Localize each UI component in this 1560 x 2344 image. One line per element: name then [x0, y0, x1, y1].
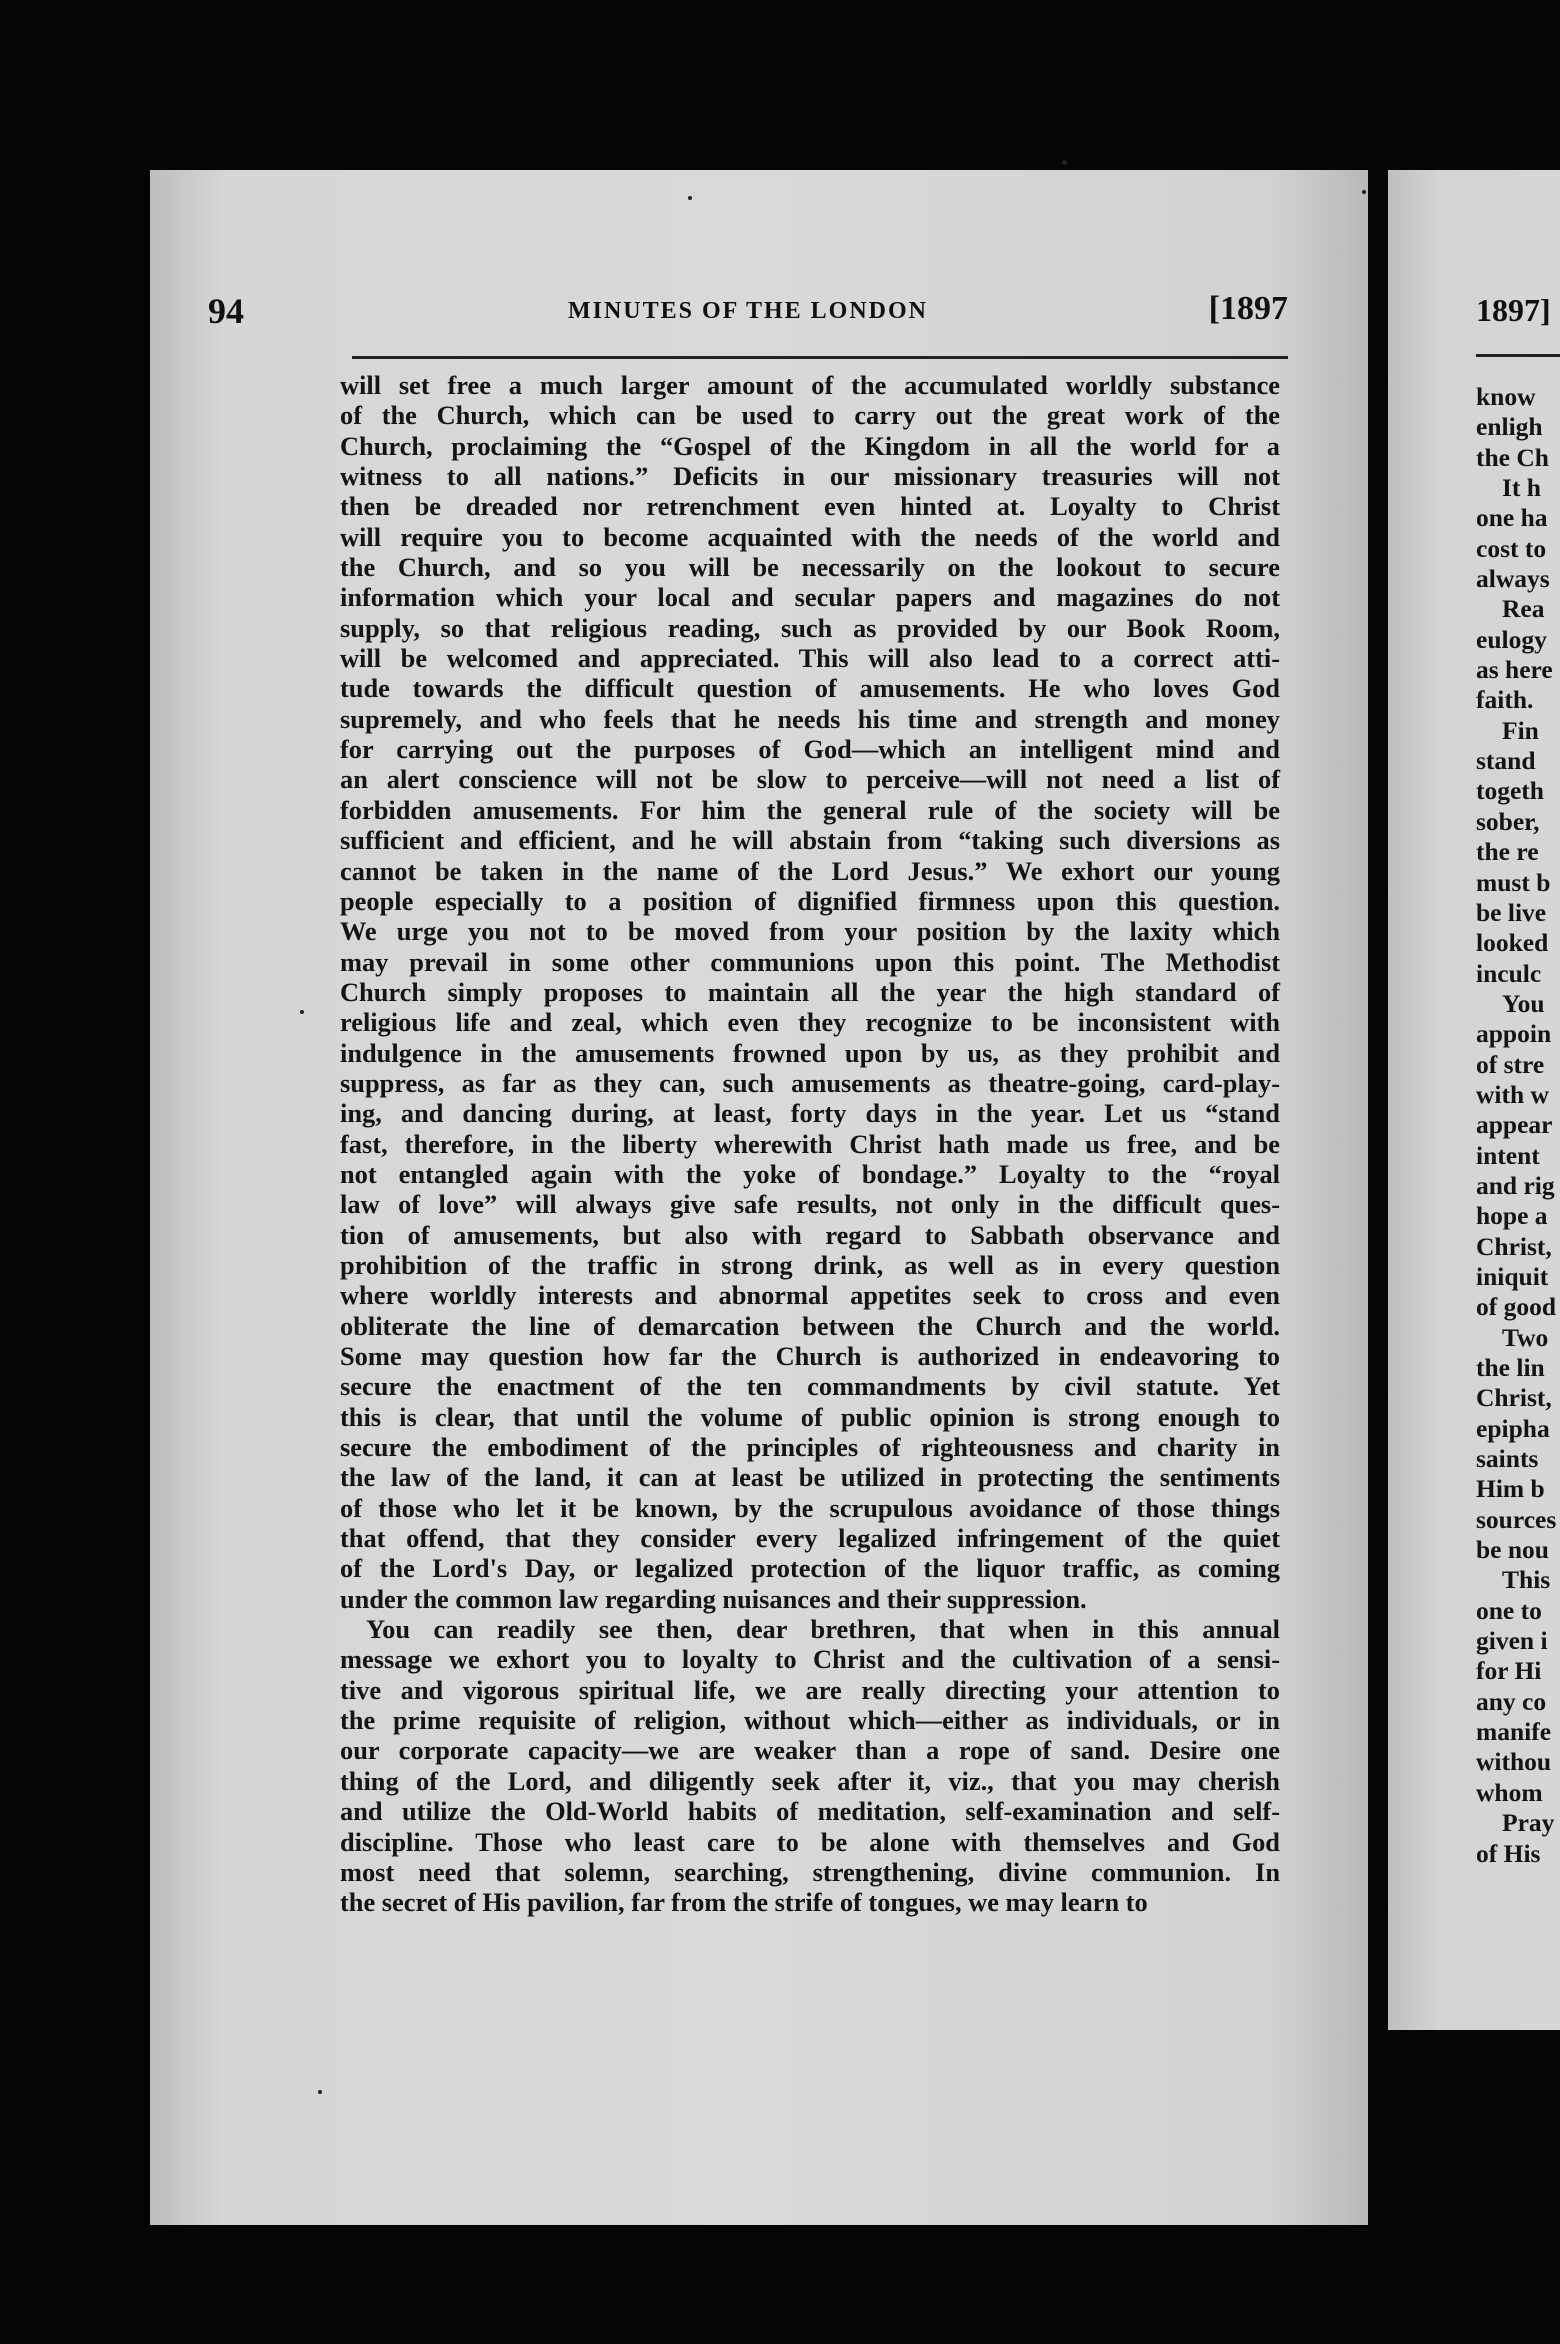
text-line: of the Lord's Day, or legalized protection of the liquor traffic, as coming: [340, 1553, 1280, 1584]
scan-speck: [318, 2090, 322, 2094]
text-line-fragment: the Ch: [1476, 442, 1549, 472]
text-line-fragment: always: [1476, 564, 1550, 594]
text-line: that offend, that they consider every legalized infringement of the quiet: [340, 1523, 1280, 1554]
text-line-fragment: the re: [1476, 837, 1539, 867]
left-page-header: [208, 290, 1288, 350]
text-line-fragment: for Hi: [1476, 1656, 1542, 1686]
text-line: information which your local and secular papers and magazines do not: [340, 582, 1280, 613]
text-line-fragment: cost to: [1476, 533, 1547, 563]
text-line: not entangled again with the yoke of bondage.” Loyalty to the “royal: [340, 1158, 1280, 1189]
text-line: fast, therefore, in the liberty wherewith Christ hath made us free, and be: [340, 1128, 1280, 1159]
text-line: where worldly interests and abnormal appetites seek to cross and even: [340, 1280, 1280, 1311]
text-line-fragment: manife: [1476, 1717, 1552, 1747]
text-line: most need that solemn, searching, strengthening, divine communion. In: [340, 1856, 1280, 1887]
text-line: people especially to a position of dignified firmness upon this question.: [340, 885, 1280, 916]
text-line-fragment: epipha: [1476, 1413, 1550, 1443]
text-line-fragment: saints: [1476, 1444, 1539, 1474]
text-line-fragment: It h: [1502, 473, 1541, 503]
text-line-fragment: Fin: [1502, 715, 1539, 745]
text-line: sufficient and efficient, and he will abstain from “taking such diversions as: [340, 825, 1280, 856]
text-line: then be dreaded nor retrenchment even hinted at. Loyalty to Christ: [340, 491, 1280, 522]
text-line: Church, proclaiming the “Gospel of the Kingdom in all the world for a: [340, 430, 1280, 461]
header-year: [1897: [1208, 290, 1288, 327]
text-line-fragment: sober,: [1476, 806, 1540, 836]
text-line-fragment: appear: [1476, 1110, 1553, 1140]
text-line: of those who let it be known, by the scrupulous avoidance of those things: [340, 1492, 1280, 1523]
text-line-fragment: with w: [1476, 1079, 1549, 1109]
text-line: this is clear, that until the volume of public opinion is strong enough to: [340, 1401, 1280, 1432]
text-line-fragment: given i: [1476, 1626, 1548, 1656]
text-line-fragment: of His: [1476, 1838, 1541, 1868]
text-line: the Church, and so you will be necessarily on the lookout to secure: [340, 552, 1280, 583]
text-line-fragment: sources: [1476, 1504, 1557, 1534]
text-line-fragment: eulogy: [1476, 624, 1547, 654]
right-page-text: [1476, 382, 1560, 1869]
text-line: obliterate the line of demarcation between the Church and the world.: [340, 1310, 1280, 1341]
text-line: forbidden amusements. For him the general rule of the society will be: [340, 794, 1280, 825]
text-line: Some may question how far the Church is authorized in endeavoring to: [340, 1341, 1280, 1371]
text-line-fragment: must b: [1476, 867, 1551, 897]
text-line: our corporate capacity—we are weaker than a rope of sand. Desire one: [340, 1735, 1280, 1766]
body-text: [340, 370, 1280, 1918]
text-line-fragment: of stre: [1476, 1049, 1545, 1079]
text-line: will set free a much larger amount of the accumulated worldly substance: [340, 370, 1280, 400]
text-line-fragment: of good: [1476, 1292, 1557, 1322]
text-line-fragment: Christ,: [1476, 1383, 1552, 1413]
text-line-fragment: Christ,: [1476, 1231, 1552, 1261]
text-line: supremely, and who feels that he needs his time and strength and money: [340, 703, 1280, 734]
text-line: discipline. Those who least care to be alone with themselves and God: [340, 1826, 1280, 1857]
text-line-fragment: inculc: [1476, 958, 1542, 988]
text-line: indulgence in the amusements frowned upon by us, as they prohibit and: [340, 1037, 1280, 1068]
text-line-fragment: Pray: [1502, 1808, 1555, 1838]
text-line-fragment: be live: [1476, 897, 1547, 927]
text-line-fragment: and rig: [1476, 1170, 1555, 1200]
text-line-fragment: whom: [1476, 1777, 1543, 1807]
text-line-fragment: iniquit: [1476, 1261, 1549, 1291]
text-line-fragment: togeth: [1476, 776, 1544, 806]
text-line: law of love” will always give safe results, not only in the difficult ques-: [340, 1189, 1280, 1220]
scan-speck: [688, 196, 692, 200]
text-line: secure the embodiment of the principles of righteousness and charity in: [340, 1432, 1280, 1463]
text-line: under the common law regarding nuisances and their suppression.: [340, 1583, 1087, 1614]
text-line: ing, and dancing during, at least, forty days in the year. Let us “stand: [340, 1098, 1280, 1129]
text-line-fragment: looked: [1476, 928, 1549, 958]
text-line: suppress, as far as they can, such amusements as theatre-going, card-play-: [340, 1067, 1280, 1098]
text-line-fragment: Him b: [1476, 1474, 1545, 1504]
text-line: the law of the land, it can at least be utilized in protecting the sentiments: [340, 1462, 1280, 1493]
text-line: religious life and zeal, which even they recognize to be inconsistent with: [340, 1007, 1280, 1038]
text-line-fragment: hope a: [1476, 1201, 1548, 1231]
right-page-year: 1897]: [1476, 292, 1551, 328]
text-line: supply, so that religious reading, such as provided by our Book Room,: [340, 612, 1280, 643]
text-line-fragment: any co: [1476, 1686, 1547, 1716]
text-line-fragment: one to: [1476, 1595, 1542, 1625]
text-line: tion of amusements, but also with regard to Sabbath observance and: [340, 1219, 1280, 1250]
text-line: prohibition of the traffic in strong drink, as well as in every question: [340, 1249, 1280, 1280]
text-line: the prime requisite of religion, without which—either as individuals, or in: [340, 1705, 1280, 1736]
text-line-fragment: one ha: [1476, 503, 1548, 533]
text-line-fragment: stand: [1476, 746, 1536, 776]
text-line: cannot be taken in the name of the Lord Jesus.” We exhort our young: [340, 855, 1280, 886]
text-line: the secret of His pavilion, far from the strife of tongues, we may learn to: [340, 1887, 1148, 1918]
text-line-fragment: You: [1502, 988, 1545, 1018]
text-line: witness to all nations.” Deficits in our missionary treasuries will not: [340, 461, 1280, 492]
text-line: thing of the Lord, and diligently seek after it, viz., that you may cherish: [340, 1765, 1280, 1796]
text-line: Church simply proposes to maintain all the year the high standard of: [340, 976, 1280, 1007]
text-line: an alert conscience will not be slow to perceive—will not need a list of: [340, 764, 1280, 795]
text-line-fragment: appoin: [1476, 1019, 1552, 1049]
right-header-rule: [1476, 354, 1560, 357]
text-line: tude towards the difficult question of amusements. He who loves God: [340, 673, 1280, 704]
page-number: 94: [208, 291, 244, 331]
scan-speck: [300, 1010, 304, 1014]
scan-speck: [1362, 190, 1366, 194]
text-line-fragment: know: [1476, 382, 1536, 411]
text-line-fragment: This: [1502, 1565, 1551, 1595]
text-line: will be welcomed and appreciated. This will also lead to a correct atti-: [340, 643, 1280, 674]
text-line-fragment: as here: [1476, 655, 1553, 685]
text-line: You can readily see then, dear brethren, that when in this annual: [366, 1614, 1280, 1645]
text-line-fragment: Rea: [1502, 594, 1545, 624]
text-line: message we exhort you to loyalty to Christ and the cultivation of a sensi-: [340, 1644, 1280, 1675]
text-line-fragment: be nou: [1476, 1535, 1549, 1565]
text-line: for carrying out the purposes of God—which an intelligent mind and: [340, 734, 1280, 765]
scan-speck: [1062, 160, 1067, 165]
text-line: We urge you not to be moved from your position by the laxity which: [340, 916, 1280, 947]
running-title: MINUTES OF THE LONDON: [567, 298, 929, 324]
text-line-fragment: intent: [1476, 1140, 1540, 1170]
text-line: and utilize the Old-World habits of meditation, self-examination and self-: [340, 1796, 1280, 1827]
text-line: secure the enactment of the ten commandments by civil statute. Yet: [340, 1371, 1280, 1402]
text-line-fragment: Two: [1502, 1322, 1549, 1352]
text-line-fragment: the lin: [1476, 1353, 1545, 1382]
text-line: may prevail in some other communions upon this point. The Methodist: [340, 946, 1280, 977]
text-line-fragment: faith.: [1476, 685, 1534, 715]
text-line: will require you to become acquainted with the needs of the world and: [340, 521, 1280, 552]
text-line: of the Church, which can be used to carry out the great work of the: [340, 400, 1280, 431]
text-line-fragment: withou: [1476, 1747, 1552, 1777]
text-line: tive and vigorous spiritual life, we are really directing your attention to: [340, 1674, 1280, 1705]
header-rule: [352, 356, 1288, 359]
text-line-fragment: enligh: [1476, 412, 1543, 442]
